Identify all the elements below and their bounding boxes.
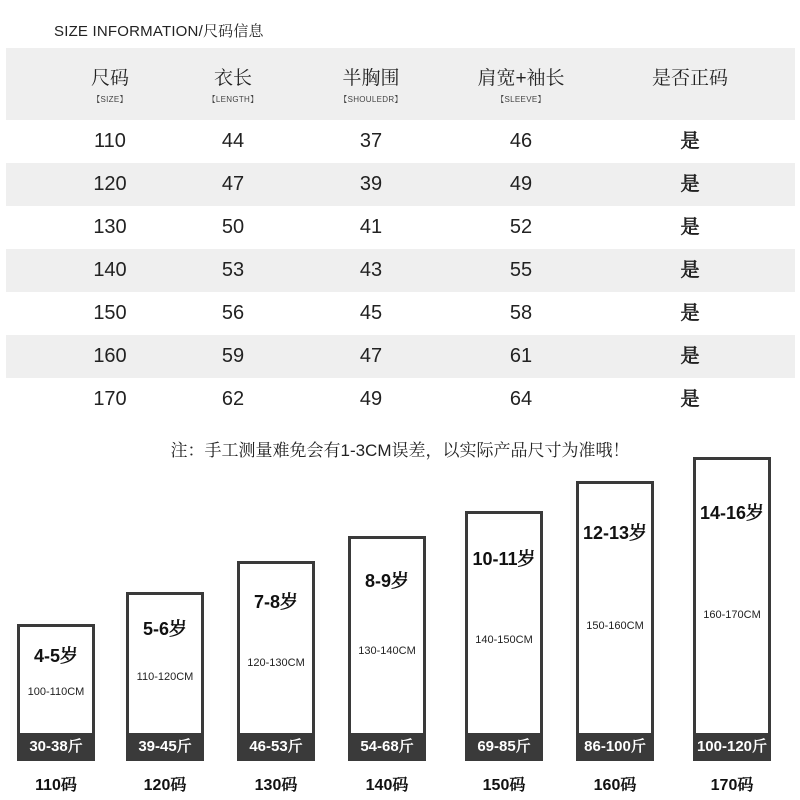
weight-range-label: 54-68斤 — [348, 733, 426, 761]
table-cell: 150 — [93, 302, 127, 324]
table-cell: 52 — [509, 216, 533, 238]
table-row — [6, 292, 795, 335]
table-cell: 64 — [509, 388, 533, 410]
table-row — [6, 206, 795, 249]
header-chest-cn: 半胸围 — [342, 68, 400, 89]
age-range-label: 4-5岁 — [33, 646, 78, 666]
size-label: 130码 — [254, 777, 298, 794]
table-cell: 61 — [509, 345, 533, 367]
measurement-note: 注：手工测量难免会有1-3CM误差，以实际产品尺寸为准哦！ — [170, 441, 630, 460]
header-sleeve — [456, 48, 586, 120]
weight-range-label: 69-85斤 — [465, 733, 543, 761]
table-header — [6, 48, 795, 120]
age-range-label: 7-8岁 — [253, 592, 298, 612]
table-row — [6, 378, 795, 421]
table-row — [6, 120, 795, 163]
table-cell: 49 — [359, 388, 383, 410]
table-cell: 是 — [680, 217, 700, 238]
table-cell: 140 — [93, 259, 127, 281]
table-row — [6, 163, 795, 206]
table-cell: 56 — [221, 302, 245, 324]
table-cell: 46 — [509, 130, 533, 152]
header-length-cn: 衣长 — [213, 68, 252, 89]
table-cell: 55 — [509, 259, 533, 281]
header-sleeve-en: 【SLEEVE】 — [496, 95, 546, 104]
table-cell: 170 — [93, 388, 127, 410]
age-range-label: 8-9岁 — [364, 571, 409, 591]
table-cell: 47 — [359, 345, 383, 367]
table-cell: 39 — [359, 173, 383, 195]
table-row — [6, 335, 795, 378]
age-range-label: 14-16岁 — [699, 503, 765, 523]
table-cell: 是 — [680, 389, 700, 410]
table-cell: 是 — [680, 131, 700, 152]
page-title: SIZE INFORMATION/尺码信息 — [54, 23, 264, 40]
height-range-label: 130-140CM — [358, 645, 416, 657]
size-bar-140码 — [348, 536, 426, 761]
height-range-label: 160-170CM — [703, 609, 761, 621]
header-standard-cn: 是否正码 — [651, 68, 728, 89]
table-cell: 是 — [680, 174, 700, 195]
size-bar — [17, 624, 95, 761]
size-label: 170码 — [710, 777, 754, 794]
table-cell: 43 — [359, 259, 383, 281]
size-label: 150码 — [482, 777, 526, 794]
size-table — [6, 48, 795, 421]
table-cell: 62 — [221, 388, 245, 410]
age-range-label: 5-6岁 — [142, 619, 187, 639]
size-bar-160码 — [576, 481, 654, 761]
table-row — [6, 249, 795, 292]
table-cell: 110 — [94, 130, 126, 152]
size-label: 160码 — [593, 777, 637, 794]
size-bar — [348, 536, 426, 761]
height-range-label: 140-150CM — [475, 634, 533, 646]
table-cell: 49 — [509, 173, 533, 195]
weight-range-label: 39-45斤 — [126, 733, 204, 761]
table-cell: 58 — [509, 302, 533, 324]
header-standard — [630, 48, 750, 120]
table-cell: 160 — [93, 345, 127, 367]
table-cell: 47 — [221, 173, 245, 195]
table-cell: 44 — [221, 130, 245, 152]
table-body — [6, 120, 795, 421]
size-bar — [576, 481, 654, 761]
weight-range-label: 30-38斤 — [17, 733, 95, 761]
table-cell: 是 — [680, 303, 700, 324]
table-cell: 59 — [221, 345, 245, 367]
header-length — [183, 48, 283, 120]
height-range-label: 150-160CM — [586, 620, 644, 632]
table-cell: 41 — [359, 216, 383, 238]
header-chest-en: 【SHOULEDR】 — [339, 95, 403, 104]
age-range-label: 10-11岁 — [472, 549, 536, 569]
table-cell: 是 — [680, 346, 700, 367]
header-size-cn: 尺码 — [90, 68, 129, 89]
header-length-en: 【LENGTH】 — [207, 95, 259, 104]
height-range-label: 110-120CM — [136, 671, 194, 683]
header-size-en: 【SIZE】 — [92, 95, 128, 104]
size-bar-170码 — [693, 457, 771, 761]
weight-range-label: 86-100斤 — [576, 733, 654, 761]
size-bar-130码 — [237, 561, 315, 761]
table-cell: 是 — [680, 260, 700, 281]
size-label: 110码 — [35, 777, 77, 794]
weight-range-label: 100-120斤 — [693, 733, 771, 761]
size-bar-150码 — [465, 511, 543, 761]
table-cell: 53 — [221, 259, 245, 281]
height-range-label: 120-130CM — [247, 657, 305, 669]
header-sleeve-cn: 肩宽+袖长 — [477, 68, 565, 89]
size-bar-120码 — [126, 592, 204, 761]
size-label: 120码 — [143, 777, 187, 794]
table-cell: 130 — [93, 216, 127, 238]
size-bar — [465, 511, 543, 761]
size-bar — [237, 561, 315, 761]
table-cell: 37 — [359, 130, 383, 152]
table-cell: 120 — [93, 173, 127, 195]
height-range-label: 100-110CM — [27, 686, 85, 698]
table-cell: 50 — [221, 216, 245, 238]
size-label: 140码 — [365, 777, 409, 794]
header-size — [60, 48, 160, 120]
size-bar-110码 — [17, 624, 95, 761]
header-chest — [316, 48, 426, 120]
weight-range-label: 46-53斤 — [237, 733, 315, 761]
table-cell: 45 — [359, 302, 383, 324]
size-bar — [126, 592, 204, 761]
age-range-label: 12-13岁 — [582, 523, 648, 543]
size-bar — [693, 457, 771, 761]
